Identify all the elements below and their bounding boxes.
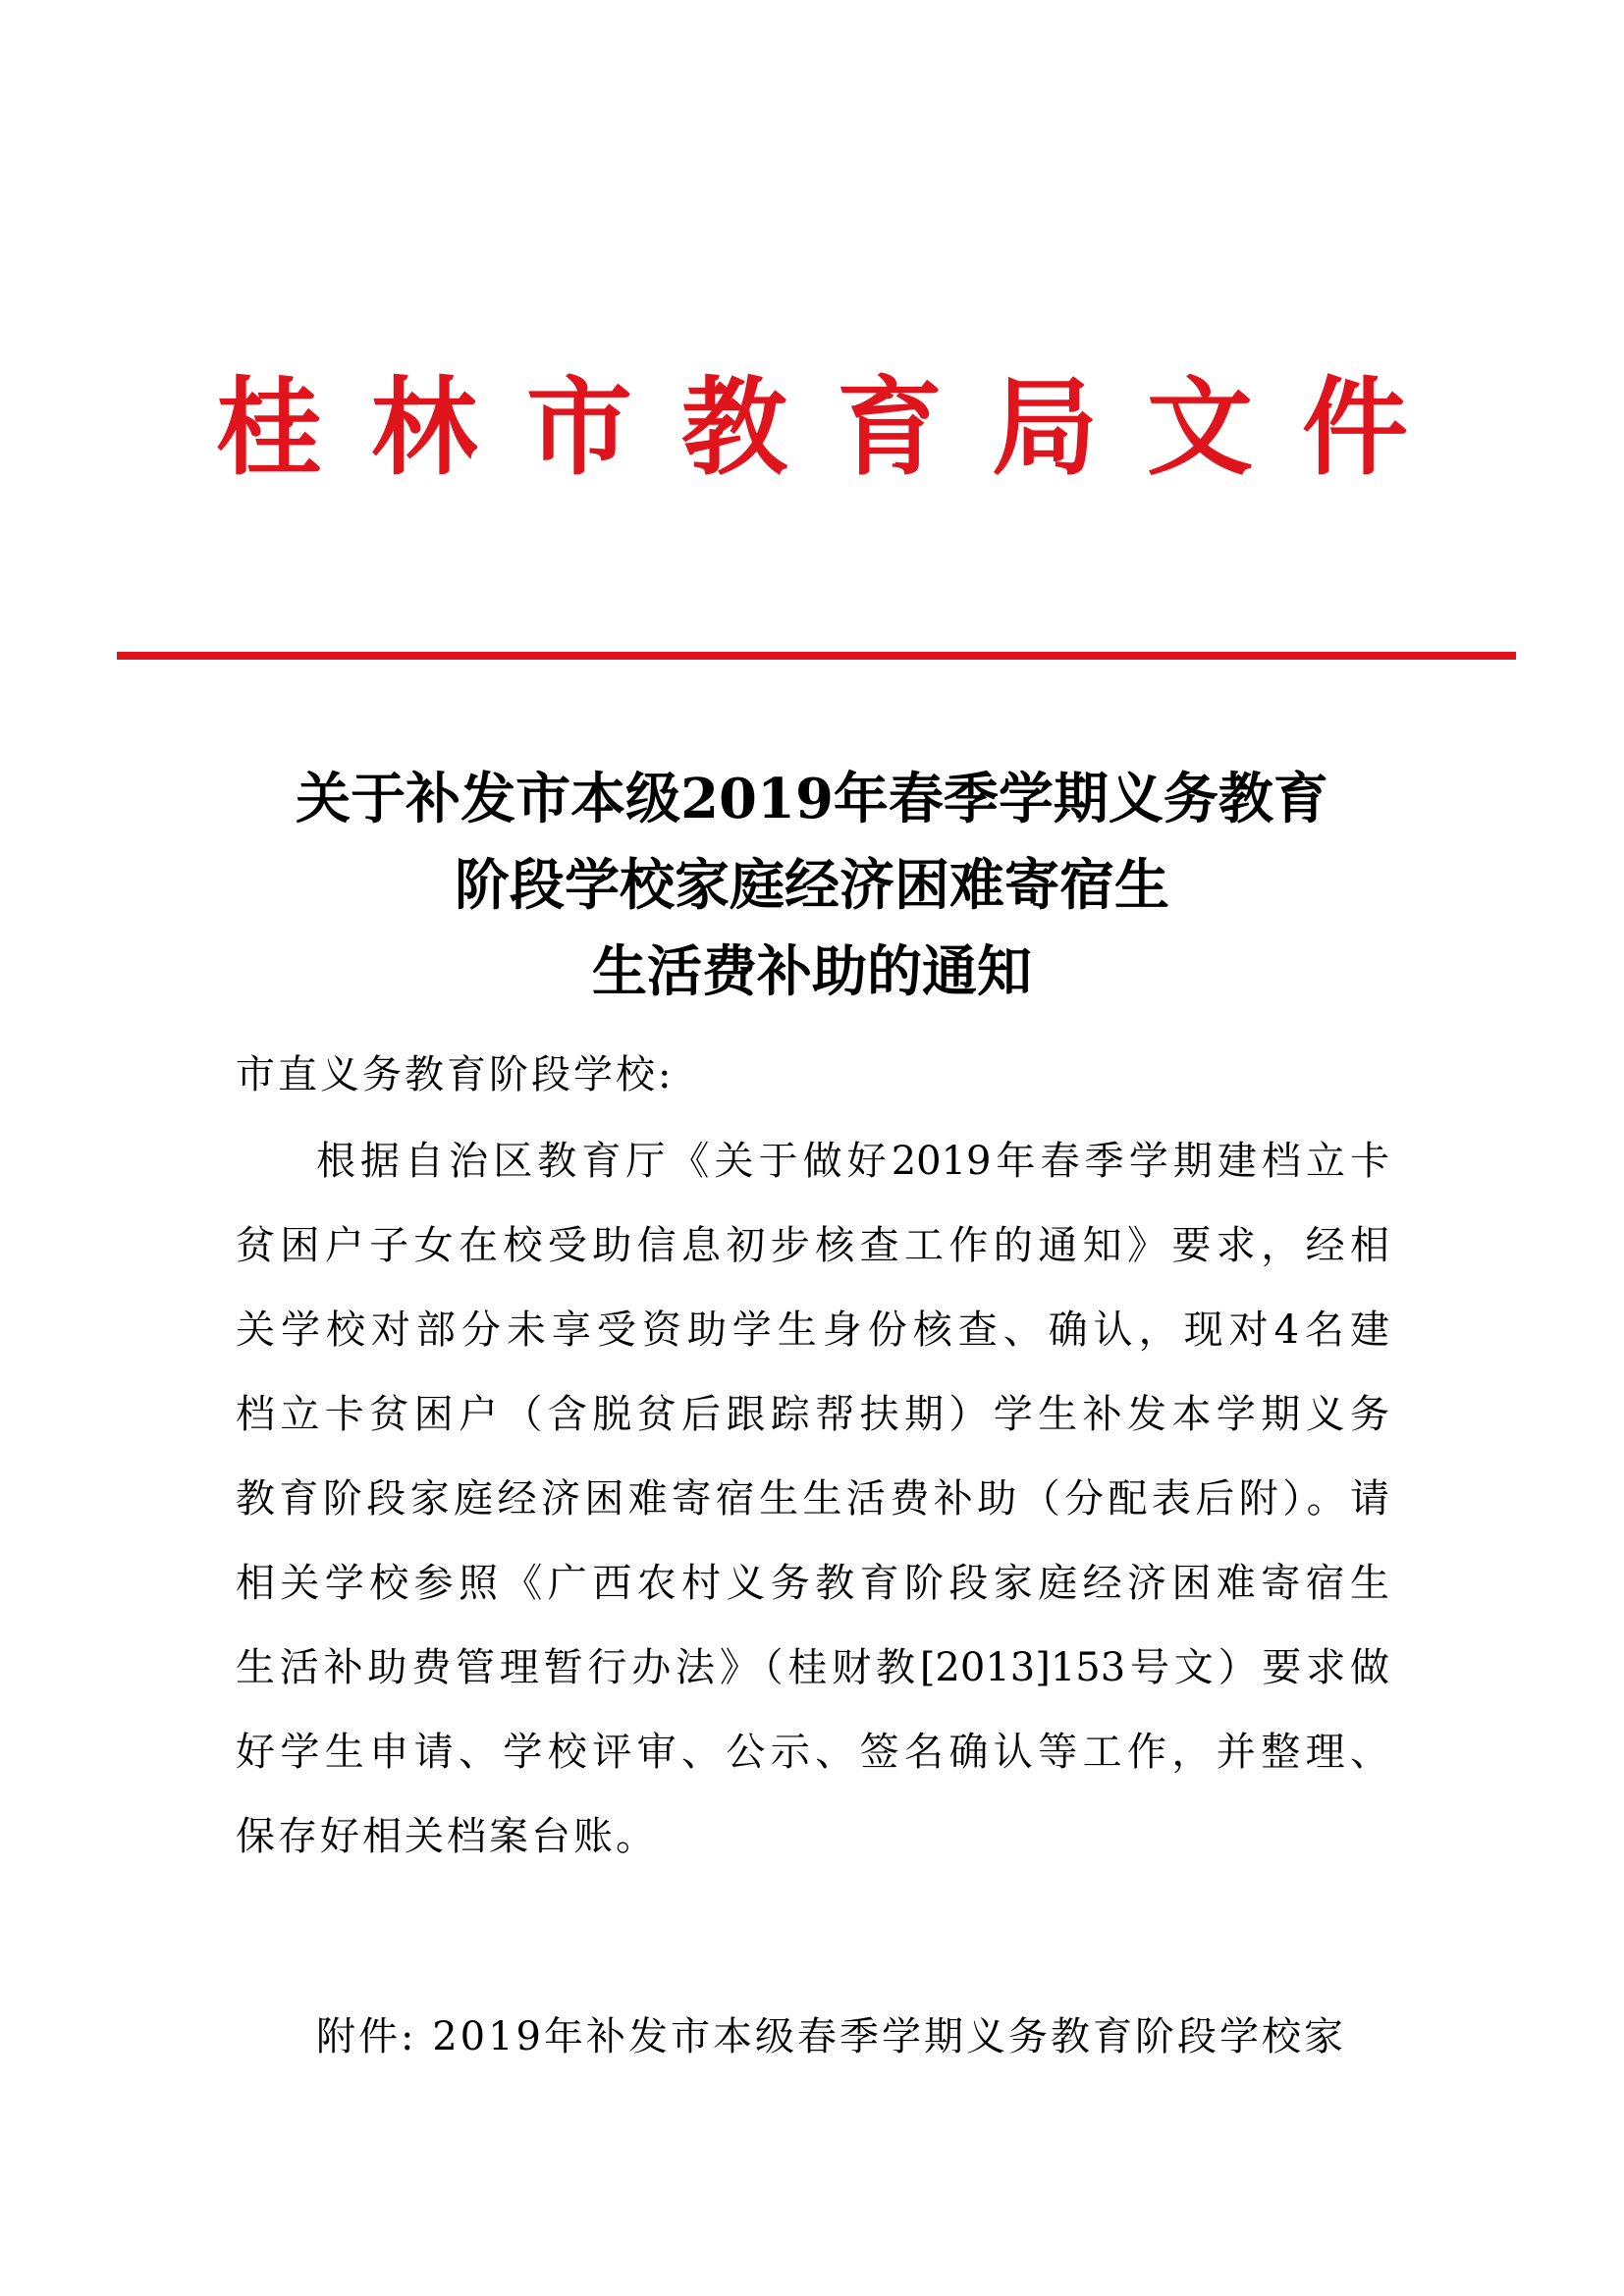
title-line-3: 生活费补助的通知: [592, 939, 1032, 1004]
body-line: 档立卡贫困户（含脱贫后跟踪帮扶期）学生补发本学期义务: [236, 1392, 1389, 1437]
title-line-1: 关于补发市本级2019年春季学期义务教育: [296, 767, 1328, 831]
document-title: [157, 756, 1467, 1015]
title-line-2: 阶段学校家庭经济困难寄宿生: [455, 853, 1169, 918]
document-masthead: 桂林市教育局文件: [215, 367, 1457, 490]
body-line: 保存好相关档案台账。: [236, 1814, 658, 1859]
body-line: 相关学校参照《广西农村义务教育阶段家庭经济困难寄宿生: [236, 1561, 1389, 1606]
body-line: 贫困户子女在校受助信息初步核查工作的通知》要求，经相: [236, 1223, 1389, 1268]
body-line: 生活补助费管理暂行办法》（桂财教[2013]153号文）要求做: [236, 1645, 1389, 1690]
body-line: 教育阶段家庭经济困难寄宿生生活费补助（分配表后附）。请: [236, 1476, 1389, 1522]
red-divider-rule: [117, 652, 1516, 660]
addressee: 市直义务教育阶段学校:: [236, 1052, 675, 1097]
body-line: 好学生申请、学校评审、公示、签名确认等工作，并整理、: [236, 1730, 1389, 1775]
attachment-note: 附件: 2019年补发市本级春季学期义务教育阶段学校家: [316, 2014, 1346, 2059]
body-line: 关学校对部分未享受资助学生身份核查、确认，现对4名建: [236, 1308, 1389, 1353]
body-line: 根据自治区教育厅《关于做好2019年春季学期建档立卡: [316, 1139, 1389, 1184]
body-paragraph: [236, 1119, 1389, 1879]
